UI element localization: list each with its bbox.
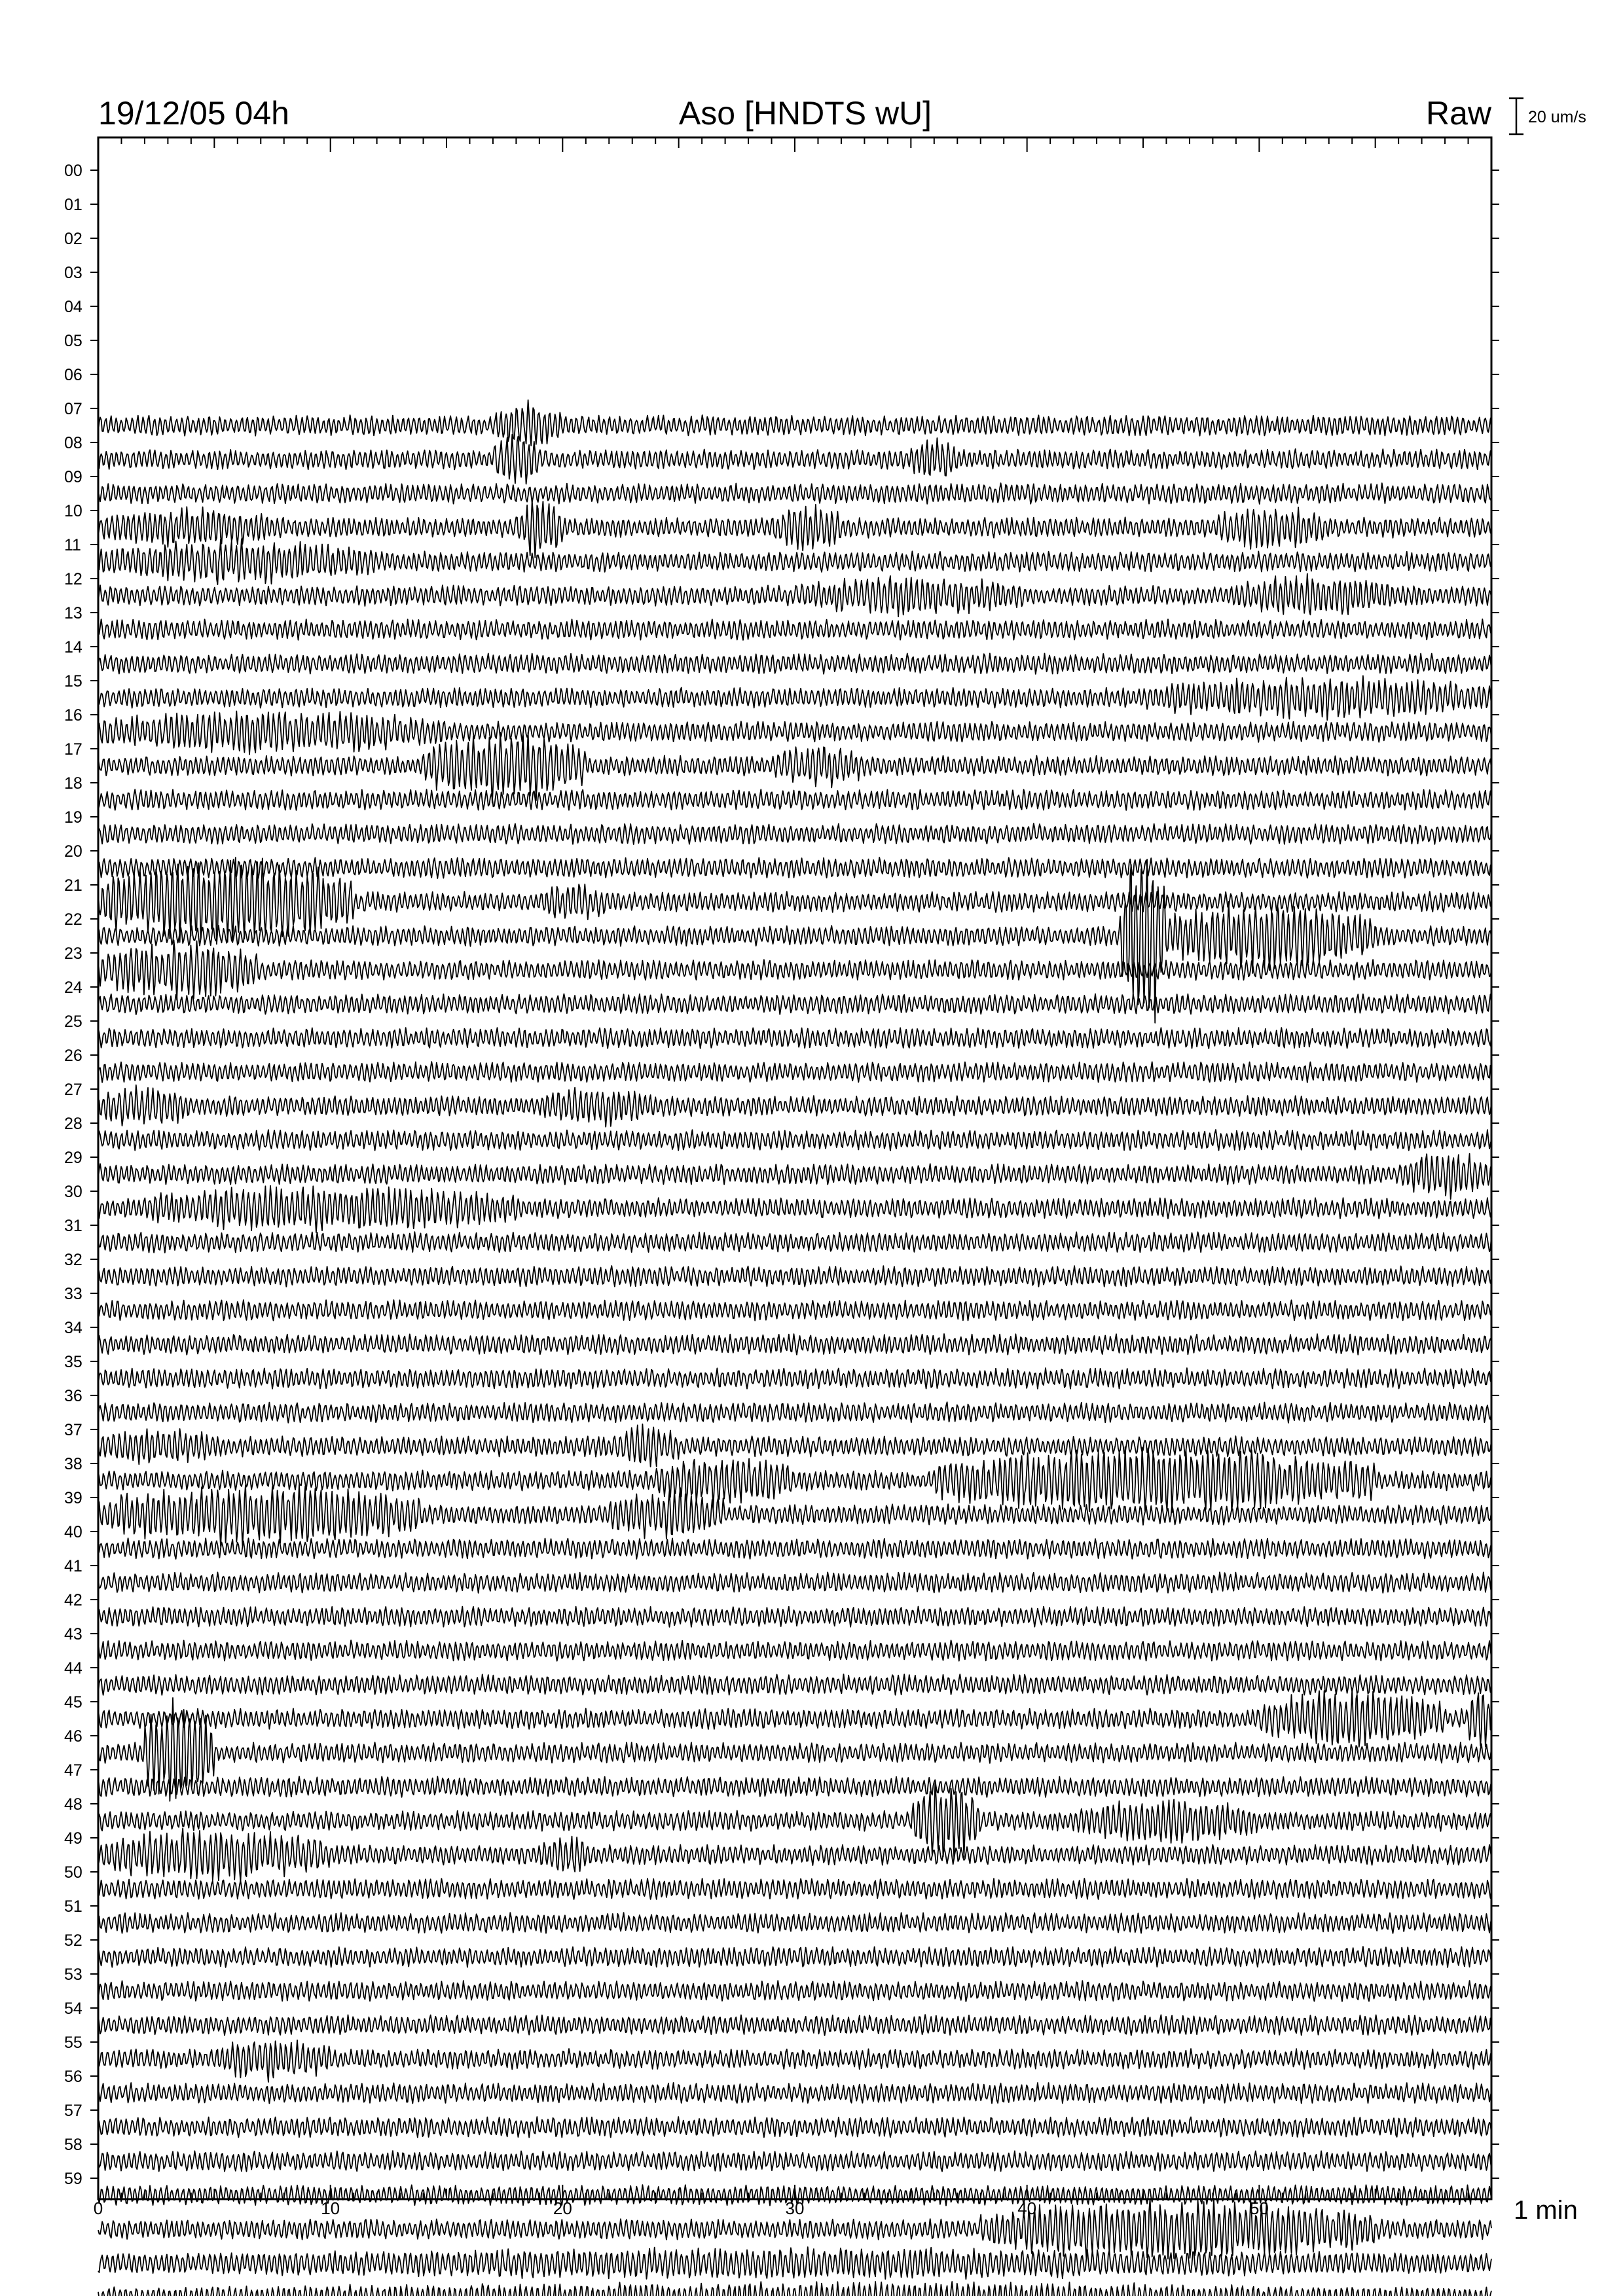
row-label: 26 [64,1047,82,1065]
row-label: 38 [64,1455,82,1473]
x-tick-label: 30 [785,2198,805,2218]
row-label: 32 [64,1251,82,1269]
row-label: 25 [64,1013,82,1031]
row-label: 00 [64,162,82,180]
row-label: 36 [64,1387,82,1405]
row-label: 21 [64,876,82,895]
row-label: 34 [64,1319,82,1337]
row-label: 58 [64,2136,82,2154]
row-label: 14 [64,638,82,656]
row-label: 05 [64,332,82,350]
row-label: 30 [64,1183,82,1201]
row-label: 47 [64,1761,82,1780]
row-label: 42 [64,1591,82,1609]
x-tick-label: 50 [1249,2198,1269,2218]
row-label: 48 [64,1795,82,1814]
x-tick-label: 10 [321,2198,340,2218]
row-label: 29 [64,1149,82,1167]
row-label: 33 [64,1285,82,1303]
row-label: 08 [64,434,82,452]
row-label: 31 [64,1217,82,1235]
row-label: 41 [64,1557,82,1575]
row-label: 06 [64,366,82,384]
row-label: 03 [64,264,82,282]
chart-title-station: Aso [HNDTS wU] [678,95,932,132]
row-label: 19 [64,808,82,827]
row-label: 55 [64,2034,82,2052]
row-label: 11 [64,536,81,554]
row-label: 35 [64,1353,82,1371]
row-label: 22 [64,910,82,929]
row-label: 50 [64,1863,82,1882]
row-label: 10 [64,502,82,520]
amplitude-scale-label: 20 um/s [1528,108,1586,126]
row-label: 53 [64,1965,82,1984]
row-label: 37 [64,1421,82,1439]
x-tick-label: 0 [93,2198,103,2218]
row-label: 20 [64,842,82,861]
row-label: 44 [64,1659,82,1677]
row-label: 13 [64,604,82,622]
row-label: 49 [64,1829,82,1848]
row-label: 40 [64,1523,82,1541]
chart-title-filter: Raw [1425,95,1491,132]
row-label: 39 [64,1489,82,1507]
row-label: 56 [64,2068,82,2086]
row-label: 52 [64,1931,82,1950]
row-label: 28 [64,1115,82,1133]
row-label: 54 [64,2000,82,2018]
row-label: 09 [64,468,82,486]
row-label: 18 [64,774,82,793]
row-label: 45 [64,1693,82,1712]
row-label: 12 [64,570,82,588]
row-label: 15 [64,672,82,691]
row-label: 43 [64,1625,82,1643]
row-label: 59 [64,2170,82,2188]
row-label: 51 [64,1897,82,1916]
row-label: 02 [64,230,82,248]
x-tick-label: 20 [553,2198,572,2218]
x-tick-label: 40 [1017,2198,1037,2218]
row-label: 04 [64,298,82,316]
minute-scale-label: 1 min [1514,2196,1578,2225]
chart-title-datetime: 19/12/05 04h [98,95,289,132]
row-label: 01 [64,196,82,214]
row-label: 24 [64,978,82,997]
row-label: 07 [64,400,82,418]
row-label: 16 [64,706,82,725]
row-label: 46 [64,1727,82,1746]
row-label: 23 [64,944,82,963]
row-label: 17 [64,740,82,759]
row-label: 27 [64,1081,82,1099]
row-label: 57 [64,2102,82,2120]
